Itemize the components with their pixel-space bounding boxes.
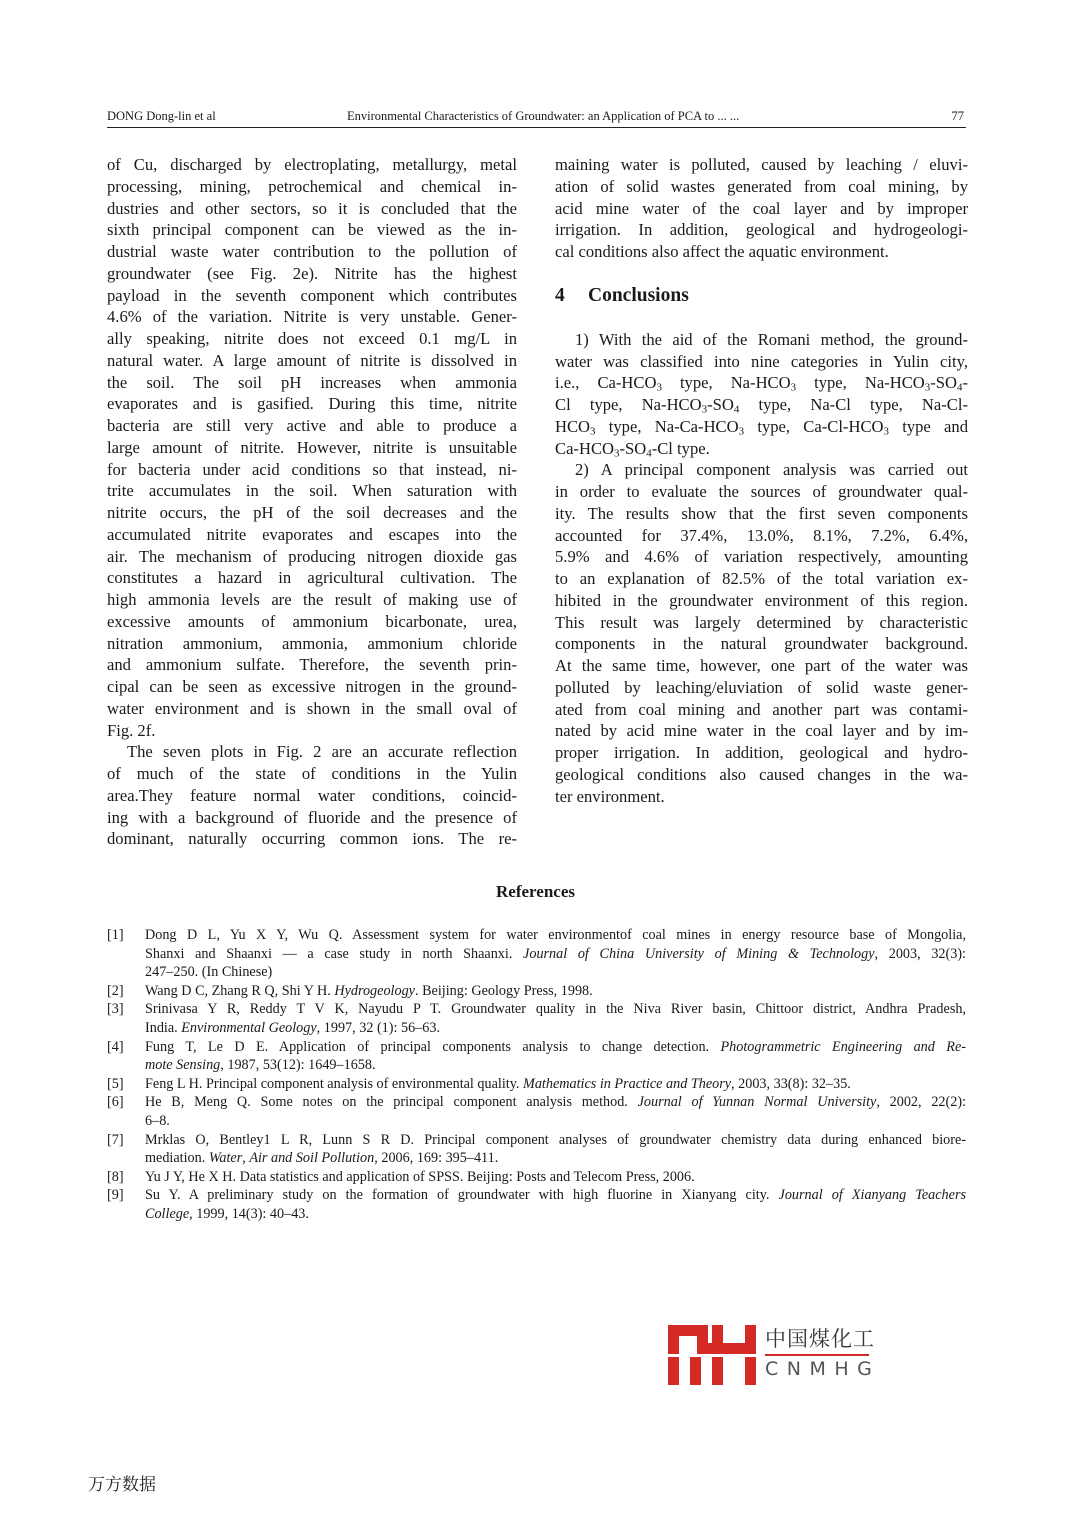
body-line: geological conditions also caused changes in the wa- <box>555 764 968 784</box>
body-line: trite accumulates in the soil. When saturation with <box>107 481 517 501</box>
reference-item: [8] Yu J Y, He X H. Data statistics and application of SPSS. Beijing: Posts and Telecom Press, 2006. <box>107 1168 695 1185</box>
reference-item: [9] Su Y. A preliminary study on the formation of groundwater with high fluorine in Xianyang city. Journal of Xianyang Teachers College, 1999, 14(3): 40–43. <box>107 1187 966 1222</box>
body-line: and ammonium sulfate. Therefore, the seventh prin- <box>107 655 517 675</box>
reference-item: [3] Srinivasa Y R, Reddy T V K, Nayudu P T. Groundwater quality in the Niva River basin, Chittoor district, Andhra Pradesh, India. Environmental Geology, 1997, 32 (1): 56–63. <box>107 1001 966 1036</box>
section-title: Conclusions <box>588 284 689 306</box>
wanfang-watermark: 万方数据 <box>88 1475 156 1495</box>
body-line: excessive amounts of ammonium bicarbonate, urea, <box>107 611 517 631</box>
reference-index: [4] <box>107 1038 124 1055</box>
body-line: proper irrigation. In addition, geological and hydro- <box>555 743 968 762</box>
body-line: This result was largely determined by characteristic <box>555 612 968 632</box>
body-line: payload in the seventh component which contributes <box>107 285 517 305</box>
cnmhg-logo <box>668 1325 881 1387</box>
body-line: nitration ammonium, ammonia, ammonium chloride <box>107 633 517 653</box>
body-line: evaporates and is gasified. During this time, nitrite <box>107 394 517 414</box>
body-line: sixth principal component can be viewed as the in- <box>107 220 517 240</box>
reference-index: [2] <box>107 982 124 999</box>
body-line: ing with a background of fluoride and the presence of <box>107 807 517 827</box>
body-line: The seven plots in Fig. 2 are an accurate reflection <box>127 742 517 762</box>
reference-item: [6] He B, Meng Q. Some notes on the principal component analysis method. Journal of Yunnan Normal University, 2002, 22(2): 6–8. <box>107 1094 966 1129</box>
body-line: nitrite occurs, the pH of the soil decreases and the <box>107 503 517 522</box>
reference-index: [3] <box>107 1001 124 1018</box>
body-line: components in the natural groundwater background. <box>555 634 968 654</box>
body-line: 1) With the aid of the Romani method, the ground- <box>575 329 968 349</box>
page-number: 77 <box>951 109 964 123</box>
body-line: 5.9% and 4.6% of variation respectively, amounting <box>555 547 968 567</box>
logo-divider <box>765 1354 869 1356</box>
body-line: Cl type, $Na-HCO_3-SO_4$ type, Na-Cl type, Na-Cl- <box>555 395 968 416</box>
reference-index: [7] <box>107 1131 124 1148</box>
body-line: dustries and other sectors, so it is concluded that the <box>107 198 517 218</box>
body-line: groundwater (see Fig. 2e). Nitrite has the highest <box>107 263 517 283</box>
body-line: acid mine water of the coal layer and by improper <box>555 198 968 218</box>
body-line: $Ca-HCO_3-SO_4-Cl$ type. <box>555 438 710 460</box>
right-column <box>555 154 968 807</box>
reference-item: [1] Dong D L, Yu X Y, Wu Q. Assessment system for water environmentof coal mines in energy resource base of Mongolia, Shanxi and Shaanxi — a case study in north Shaanxi. Journal of China University of Mining & Technology, 2003, 32(3): 247–250. (In Chinese) <box>107 927 966 981</box>
body-line: ter environment. <box>555 786 665 806</box>
body-line: ally speaking, nitrite does not exceed 0.1 mg/L in <box>107 329 517 348</box>
body-line: large amount of nitrite. However, nitrite is unsuitable <box>107 437 517 457</box>
body-line: hibited in the groundwater environment of this region. <box>555 590 968 610</box>
body-line: dominant, naturally occurring common ions. The re- <box>107 829 517 849</box>
body-line: 2) A principal component analysis was carried out <box>575 460 968 480</box>
reference-index: [6] <box>107 1094 124 1111</box>
reference-index: [1] <box>107 927 124 943</box>
body-line: cal conditions also affect the aquatic environment. <box>555 242 889 261</box>
body-line: air. The mechanism of producing nitrogen dioxide gas <box>107 546 517 566</box>
reference-item: [7] Mrklas O, Bentley1 L R, Lunn S R D. Principal component analyses of groundwater chemistry data during enhanced biore- mediation. Water, Air and Soil Pollution, 2006, 169: 395–411. <box>107 1131 966 1167</box>
body-line: to an explanation of 82.5% of the total variation ex- <box>555 569 968 588</box>
body-line: bacteria are still very active and able to produce a <box>107 416 517 435</box>
reference-item: [2] Wang D C, Zhang R Q, Shi Y H. Hydrogeology. Beijing: Geology Press, 1998. <box>107 982 593 999</box>
references-list <box>107 926 966 1224</box>
reference-index: [9] <box>107 1187 124 1204</box>
body-line: cipal can be seen as excessive nitrogen in the ground- <box>107 677 517 696</box>
body-line: ity. The results show that the first seven components <box>555 503 968 523</box>
body-line: accounted for 37.4%, 13.0%, 8.1%, 7.2%, 6.4%, <box>555 525 968 545</box>
body-line: water was classified into nine categories in Yulin city, <box>555 351 968 371</box>
left-column <box>107 154 517 850</box>
body-line: At the same time, however, one part of the water was <box>555 656 968 675</box>
body-line: natural water. A large amount of nitrite is dissolved in <box>107 350 517 370</box>
section-heading-conclusions <box>555 284 968 308</box>
body-line: processing, mining, petrochemical and chemical in- <box>107 176 517 196</box>
body-line: 4.6% of the variation. Nitrite is very unstable. Gener- <box>107 307 517 327</box>
body-line: high ammonia levels are the result of making use of <box>107 590 517 609</box>
reference-index: [8] <box>107 1168 124 1185</box>
running-header <box>107 107 966 128</box>
body-line: of much of the state of conditions in the Yulin <box>107 764 517 783</box>
header-authors: DONG Dong-lin et al <box>107 109 216 123</box>
body-line: for bacteria under acid conditions so that instead, ni- <box>107 459 517 479</box>
body-line: water environment and is shown in the small oval of <box>107 698 517 718</box>
logo-english-text: CNMHG <box>765 1358 881 1380</box>
body-line: ation of solid wastes generated from coal mining, by <box>555 176 968 196</box>
reference-item: [4] Fung T, Le D E. Application of principal components analysis to change detection. Photogrammetric Engineering and Re- mote Sensing, 1987, 53(12): 1649–1658. <box>107 1038 966 1074</box>
body-line: constitutes a hazard in agricultural cultivation. The <box>107 568 517 588</box>
body-line: Fig. 2f. <box>107 720 156 740</box>
body-line: irrigation. In addition, geological and hydrogeologi- <box>555 220 968 240</box>
body-line: maining water is polluted, caused by leaching / eluvi- <box>555 155 968 174</box>
body-line: ated from coal mining and another part was contami- <box>555 699 968 719</box>
body-line: in order to evaluate the sources of groundwater qual- <box>555 482 968 501</box>
header-article-title: Environmental Characteristics of Groundwater: an Application of PCA to ... ... <box>347 109 740 123</box>
body-line: area.They feature normal water conditions, coincid- <box>107 785 517 805</box>
reference-index: [5] <box>107 1075 124 1092</box>
body-line: of Cu, discharged by electroplating, metallurgy, metal <box>107 155 517 174</box>
body-line: nated by acid mine water in the coal layer and by im- <box>555 721 968 741</box>
references-heading: References <box>496 882 575 901</box>
mh-logo-mark-icon <box>668 1325 756 1385</box>
body-line: the soil. The soil pH increases when ammonia <box>107 372 517 392</box>
body-line: polluted by leaching/eluviation of solid waste gener- <box>555 677 968 697</box>
body-line: i.e., $Ca-HCO_3$ type, $Na-HCO_3$ type, $Na-HCO_3-SO_4-$ <box>555 373 968 394</box>
body-line: dustrial waste water contribution to the pollution of <box>107 242 517 261</box>
logo-chinese-text: 中国煤化工 <box>765 1327 875 1351</box>
body-line: accumulated nitrite evaporates and escapes into the <box>107 524 517 544</box>
body-line: $HCO_3$ type, $Na-Ca-HCO_3$ type, $Ca-Cl-HCO_3$ type and <box>555 416 968 438</box>
reference-item: [5] Feng L H. Principal component analysis of environmental quality. Mathematics in Practice and Theory, 2003, 33(8): 32–35. <box>107 1075 851 1092</box>
section-number: 4 <box>555 284 565 306</box>
